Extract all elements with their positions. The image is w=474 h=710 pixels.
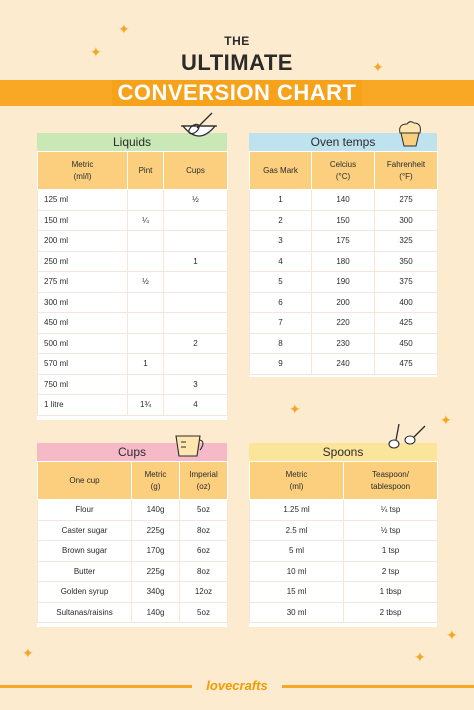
- table-cell: 2.5 ml: [250, 520, 344, 541]
- table-row: [250, 354, 438, 375]
- table-cell: 1: [250, 190, 312, 211]
- column-header: One cup: [38, 462, 132, 500]
- table-cell: 2 tbsp: [344, 602, 438, 623]
- table-cell: 2: [164, 333, 228, 354]
- sparkle-icon: ✦: [372, 59, 384, 75]
- table-cell: ½ tsp: [344, 520, 438, 541]
- measuring-cup-icon: [172, 432, 206, 458]
- table-cell: 3: [164, 374, 228, 395]
- table-cell: 140g: [132, 500, 180, 521]
- table-cell: [164, 231, 228, 252]
- table-cell: 225g: [132, 561, 180, 582]
- table-cell: 10 ml: [250, 561, 344, 582]
- oven-table: [249, 151, 438, 375]
- table-cell: 275: [375, 190, 438, 211]
- table-cell: 220: [312, 313, 375, 334]
- table-cell: Golden syrup: [38, 582, 132, 603]
- table-cell: 200 ml: [38, 231, 128, 252]
- table-cell: 250 ml: [38, 251, 128, 272]
- table-cell: Brown sugar: [38, 541, 132, 562]
- spoons-icon: [383, 420, 429, 452]
- sparkle-icon: ✦: [289, 401, 301, 417]
- table-cell: ¼: [128, 210, 164, 231]
- table-cell: 325: [375, 231, 438, 252]
- table-cell: 375: [375, 272, 438, 293]
- table-cell: 140: [312, 190, 375, 211]
- table-cell: 570 ml: [38, 354, 128, 375]
- table-cell: ½: [164, 190, 228, 211]
- table-row: [250, 272, 438, 293]
- table-cell: 190: [312, 272, 375, 293]
- table-row: [250, 561, 438, 582]
- table-cell: ½: [128, 272, 164, 293]
- table-cell: 450 ml: [38, 313, 128, 334]
- oven-panel: [249, 133, 437, 377]
- table-row: [250, 231, 438, 252]
- table-cell: 9: [250, 354, 312, 375]
- table-row: [38, 333, 228, 354]
- liquids-table: [37, 151, 228, 416]
- column-header: Teaspoon/ tablespoon: [344, 462, 438, 500]
- table-cell: 170g: [132, 541, 180, 562]
- table-row: [250, 500, 438, 521]
- table-cell: [128, 374, 164, 395]
- cups-panel: [37, 443, 227, 627]
- title-the: THE: [224, 34, 250, 48]
- sparkle-icon: ✦: [118, 21, 130, 37]
- column-header: Metric (ml): [250, 462, 344, 500]
- table-cell: 225g: [132, 520, 180, 541]
- table-row: [38, 520, 228, 541]
- table-cell: Butter: [38, 561, 132, 582]
- table-cell: 7: [250, 313, 312, 334]
- table-cell: [128, 190, 164, 211]
- table-cell: [128, 251, 164, 272]
- lovecrafts-logo: lovecrafts: [192, 677, 282, 695]
- column-header: Fahrenheit (°F): [375, 152, 438, 190]
- table-cell: [164, 313, 228, 334]
- spoons-title: Spoons: [249, 443, 437, 461]
- column-header: Metric (g): [132, 462, 180, 500]
- table-row: [38, 395, 228, 416]
- table-row: [38, 190, 228, 211]
- table-row: [38, 561, 228, 582]
- table-cell: 6: [250, 292, 312, 313]
- table-cell: 125 ml: [38, 190, 128, 211]
- table-cell: 750 ml: [38, 374, 128, 395]
- table-row: [38, 602, 228, 623]
- table-row: [250, 333, 438, 354]
- title-conversion-chart: CONVERSION CHART: [112, 80, 362, 106]
- table-cell: 4: [164, 395, 228, 416]
- column-header: Gas Mark: [250, 152, 312, 190]
- table-cell: Flour: [38, 500, 132, 521]
- table-cell: 1 tbsp: [344, 582, 438, 603]
- table-row: [38, 313, 228, 334]
- sparkle-icon: ✦: [414, 649, 426, 665]
- table-cell: [164, 292, 228, 313]
- table-cell: 230: [312, 333, 375, 354]
- column-header: Imperial (oz): [180, 462, 228, 500]
- table-row: [250, 210, 438, 231]
- title-ultimate: ULTIMATE: [181, 50, 293, 75]
- whisk-bowl-icon: [179, 110, 219, 144]
- table-cell: [128, 292, 164, 313]
- table-cell: 180: [312, 251, 375, 272]
- table-cell: 1¾: [128, 395, 164, 416]
- table-row: [38, 210, 228, 231]
- table-cell: 400: [375, 292, 438, 313]
- spoons-panel: [249, 443, 437, 627]
- cups-title: Cups: [37, 443, 227, 461]
- table-row: [250, 190, 438, 211]
- table-cell: 150 ml: [38, 210, 128, 231]
- table-row: [38, 251, 228, 272]
- table-cell: 240: [312, 354, 375, 375]
- table-cell: [128, 231, 164, 252]
- table-cell: 8: [250, 333, 312, 354]
- table-row: [38, 292, 228, 313]
- table-row: [38, 374, 228, 395]
- table-cell: 175: [312, 231, 375, 252]
- table-cell: 340g: [132, 582, 180, 603]
- table-cell: 2: [250, 210, 312, 231]
- table-row: [250, 520, 438, 541]
- column-header: Pint: [128, 152, 164, 190]
- table-cell: 1: [164, 251, 228, 272]
- table-cell: [128, 333, 164, 354]
- sparkle-icon: ✦: [22, 645, 34, 661]
- table-cell: 5: [250, 272, 312, 293]
- table-header-row: [38, 152, 228, 190]
- table-cell: [164, 272, 228, 293]
- table-cell: 450: [375, 333, 438, 354]
- column-header: Metric (ml/l): [38, 152, 128, 190]
- table-cell: Sultanas/raisins: [38, 602, 132, 623]
- table-cell: 425: [375, 313, 438, 334]
- table-cell: 150: [312, 210, 375, 231]
- column-header: Celcius (°C): [312, 152, 375, 190]
- table-cell: 2 tsp: [344, 561, 438, 582]
- table-row: [250, 251, 438, 272]
- table-cell: 500 ml: [38, 333, 128, 354]
- table-cell: 30 ml: [250, 602, 344, 623]
- table-cell: [128, 313, 164, 334]
- table-cell: 3: [250, 231, 312, 252]
- sparkle-icon: ✦: [446, 627, 458, 643]
- table-cell: 8oz: [180, 520, 228, 541]
- table-row: [250, 292, 438, 313]
- table-row: [250, 313, 438, 334]
- table-cell: [164, 354, 228, 375]
- table-cell: 6oz: [180, 541, 228, 562]
- table-cell: 1 litre: [38, 395, 128, 416]
- cupcake-icon: [395, 120, 425, 148]
- oven-title: Oven temps: [249, 133, 437, 151]
- table-cell: 12oz: [180, 582, 228, 603]
- table-row: [38, 231, 228, 252]
- table-cell: 475: [375, 354, 438, 375]
- liquids-title: Liquids: [37, 133, 227, 151]
- table-cell: 275 ml: [38, 272, 128, 293]
- table-header-row: [250, 152, 438, 190]
- table-cell: 140g: [132, 602, 180, 623]
- table-cell: 5 ml: [250, 541, 344, 562]
- table-cell: 300: [375, 210, 438, 231]
- table-row: [38, 354, 228, 375]
- table-row: [38, 582, 228, 603]
- table-header-row: [250, 462, 438, 500]
- table-header-row: [38, 462, 228, 500]
- table-row: [38, 272, 228, 293]
- table-cell: [164, 210, 228, 231]
- table-row: [38, 541, 228, 562]
- table-cell: 300 ml: [38, 292, 128, 313]
- sparkle-icon: ✦: [90, 44, 102, 60]
- table-cell: 350: [375, 251, 438, 272]
- table-cell: 15 ml: [250, 582, 344, 603]
- table-row: [250, 602, 438, 623]
- table-cell: 200: [312, 292, 375, 313]
- table-row: [250, 582, 438, 603]
- table-cell: 1.25 ml: [250, 500, 344, 521]
- table-cell: 5oz: [180, 602, 228, 623]
- cups-table: [37, 461, 228, 623]
- table-row: [250, 541, 438, 562]
- sparkle-icon: ✦: [440, 412, 452, 428]
- title-band: [0, 80, 474, 106]
- column-header: Cups: [164, 152, 228, 190]
- table-cell: 1: [128, 354, 164, 375]
- table-row: [38, 500, 228, 521]
- table-cell: 8oz: [180, 561, 228, 582]
- table-cell: Caster sugar: [38, 520, 132, 541]
- table-cell: ¼ tsp: [344, 500, 438, 521]
- liquids-panel: [37, 133, 227, 420]
- table-cell: 1 tsp: [344, 541, 438, 562]
- table-cell: 5oz: [180, 500, 228, 521]
- spoons-table: [249, 461, 438, 623]
- table-cell: 4: [250, 251, 312, 272]
